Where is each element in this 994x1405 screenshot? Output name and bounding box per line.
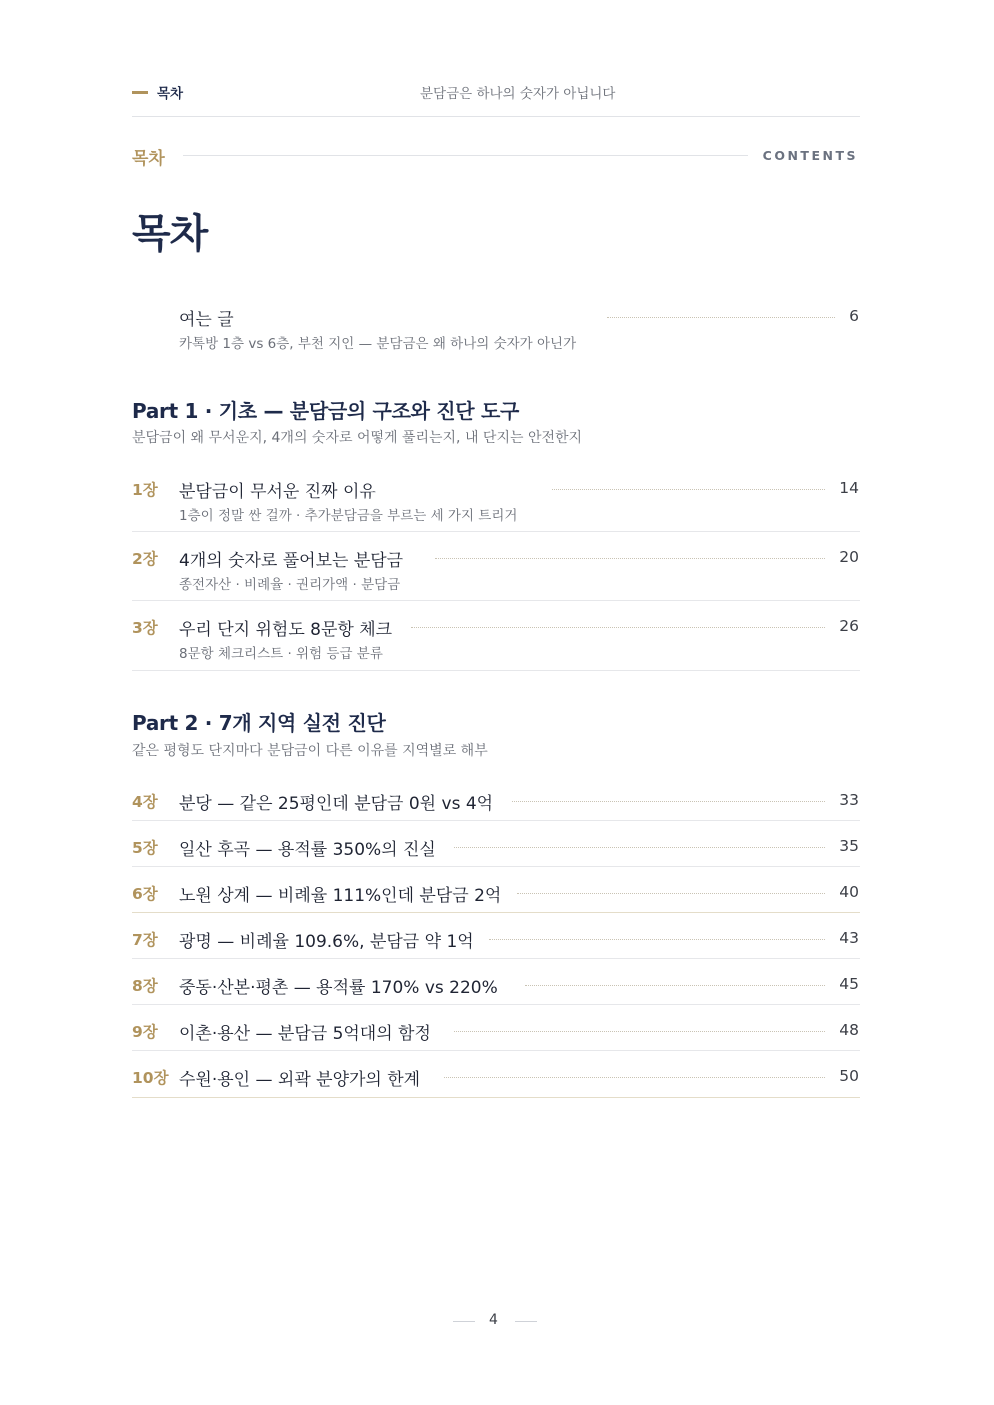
toc-entry-chapter[interactable] xyxy=(132,1019,860,1045)
entry-page-number: 26 xyxy=(839,617,859,635)
leader-dots xyxy=(512,801,825,802)
leader-dots xyxy=(411,627,825,628)
toc-entry-chapter[interactable] xyxy=(132,835,860,861)
entry-page-number: 45 xyxy=(839,975,859,993)
part-title: Part 2 · 7개 지역 실전 진단 xyxy=(132,711,386,735)
entry-page-number: 40 xyxy=(839,883,859,901)
entry-title: 우리 단지 위험도 8문항 체크 xyxy=(179,615,402,640)
toc-page xyxy=(132,0,860,1405)
toc-entry-chapter[interactable] xyxy=(132,1065,860,1091)
entry-title: 분담금이 무서운 진짜 이유 xyxy=(179,477,386,502)
leader-dots xyxy=(607,317,835,318)
section-label: 목차 xyxy=(132,149,165,169)
page-footer xyxy=(0,1312,994,1332)
part-title: Part 1 · 기초 — 분담금의 구조와 진단 도구 xyxy=(132,399,520,423)
chapter-number: 10장 xyxy=(132,1069,169,1087)
running-header-title: 분담금은 하나의 숫자가 아닙니다 xyxy=(420,86,616,102)
entry-page-number: 43 xyxy=(839,929,859,947)
entry-divider xyxy=(132,531,860,532)
toc-entry-chapter[interactable] xyxy=(132,546,860,596)
entry-page-number: 33 xyxy=(839,791,859,809)
header-accent-dash xyxy=(132,91,148,94)
section-divider xyxy=(183,155,748,156)
page-title: 목차 xyxy=(132,211,208,257)
entry-divider xyxy=(132,1097,860,1098)
entry-subtitle: 카톡방 1층 vs 6층, 부천 지인 — 분담금은 왜 하나의 숫자가 아닌가 xyxy=(179,336,577,352)
entry-title: 이촌·용산 — 분담금 5억대의 함정 xyxy=(179,1019,441,1044)
chapter-number: 8장 xyxy=(132,977,158,995)
toc-entry-chapter[interactable] xyxy=(132,927,860,953)
entry-page-number: 6 xyxy=(849,307,859,325)
entry-divider xyxy=(132,912,860,913)
entry-title: 광명 — 비례율 109.6%, 분담금 약 1억 xyxy=(179,927,484,952)
entry-divider xyxy=(132,958,860,959)
entry-title: 일산 후곡 — 용적률 350%의 진실 xyxy=(179,835,446,860)
leader-dots xyxy=(435,558,825,559)
toc-entry-chapter[interactable] xyxy=(132,615,860,665)
chapter-number: 1장 xyxy=(132,481,158,499)
chapter-number: 3장 xyxy=(132,619,158,637)
toc-entry-chapter[interactable] xyxy=(132,477,860,527)
entry-title: 노원 상계 — 비례율 111%인데 분담금 2억 xyxy=(179,881,511,906)
toc-entry-chapter[interactable] xyxy=(132,881,860,907)
entry-subtitle: 8문항 체크리스트 · 위험 등급 분류 xyxy=(179,646,383,662)
footer-rule-left xyxy=(453,1321,475,1322)
chapter-number: 9장 xyxy=(132,1023,158,1041)
leader-dots xyxy=(552,489,825,490)
chapter-number: 2장 xyxy=(132,550,158,568)
chapter-number: 6장 xyxy=(132,885,158,903)
chapter-number: 5장 xyxy=(132,839,158,857)
entry-title: 4개의 숫자로 풀어보는 분담금 xyxy=(179,546,413,571)
entry-divider xyxy=(132,670,860,671)
entry-divider xyxy=(132,600,860,601)
leader-dots xyxy=(444,1077,825,1078)
entry-divider xyxy=(132,866,860,867)
entry-page-number: 20 xyxy=(839,548,859,566)
chapter-number: 4장 xyxy=(132,793,158,811)
entry-subtitle: 1층이 정말 싼 걸까 · 추가분담금을 부르는 세 가지 트리거 xyxy=(179,508,518,524)
entry-page-number: 48 xyxy=(839,1021,859,1039)
page-number: 4 xyxy=(489,1312,498,1328)
section-label-row xyxy=(132,144,860,168)
footer-rule-right xyxy=(515,1321,537,1322)
entry-title: 수원·용인 — 외곽 분양가의 한계 xyxy=(179,1065,430,1090)
leader-dots xyxy=(454,1031,825,1032)
entry-divider xyxy=(132,820,860,821)
leader-dots xyxy=(489,939,825,940)
chapter-number: 7장 xyxy=(132,931,158,949)
entry-title: 여는 글 xyxy=(179,305,244,330)
entry-title: 분당 — 같은 25평인데 분담금 0원 vs 4억 xyxy=(179,789,503,814)
toc-entry-chapter[interactable] xyxy=(132,973,860,999)
leader-dots xyxy=(517,893,825,894)
entry-divider xyxy=(132,1004,860,1005)
toc-entry-prologue[interactable] xyxy=(132,305,860,355)
running-header xyxy=(132,80,860,104)
toc-entry-chapter[interactable] xyxy=(132,789,860,815)
part-description: 분담금이 왜 무서운지, 4개의 숫자로 어떻게 풀리는지, 내 단지는 안전한지 xyxy=(132,430,583,446)
part-description: 같은 평형도 단지마다 분담금이 다른 이유를 지역별로 해부 xyxy=(132,743,488,759)
entry-divider xyxy=(132,1050,860,1051)
running-header-label: 목차 xyxy=(157,86,184,102)
leader-dots xyxy=(525,985,825,986)
entry-title: 중동·산본·평촌 — 용적률 170% vs 220% xyxy=(179,973,508,998)
entry-page-number: 35 xyxy=(839,837,859,855)
leader-dots xyxy=(454,847,825,848)
entry-page-number: 50 xyxy=(839,1067,859,1085)
entry-subtitle: 종전자산 · 비례율 · 권리가액 · 분담금 xyxy=(179,577,401,593)
header-divider xyxy=(132,116,860,117)
section-label-en: CONTENTS xyxy=(762,148,858,163)
entry-page-number: 14 xyxy=(839,479,859,497)
